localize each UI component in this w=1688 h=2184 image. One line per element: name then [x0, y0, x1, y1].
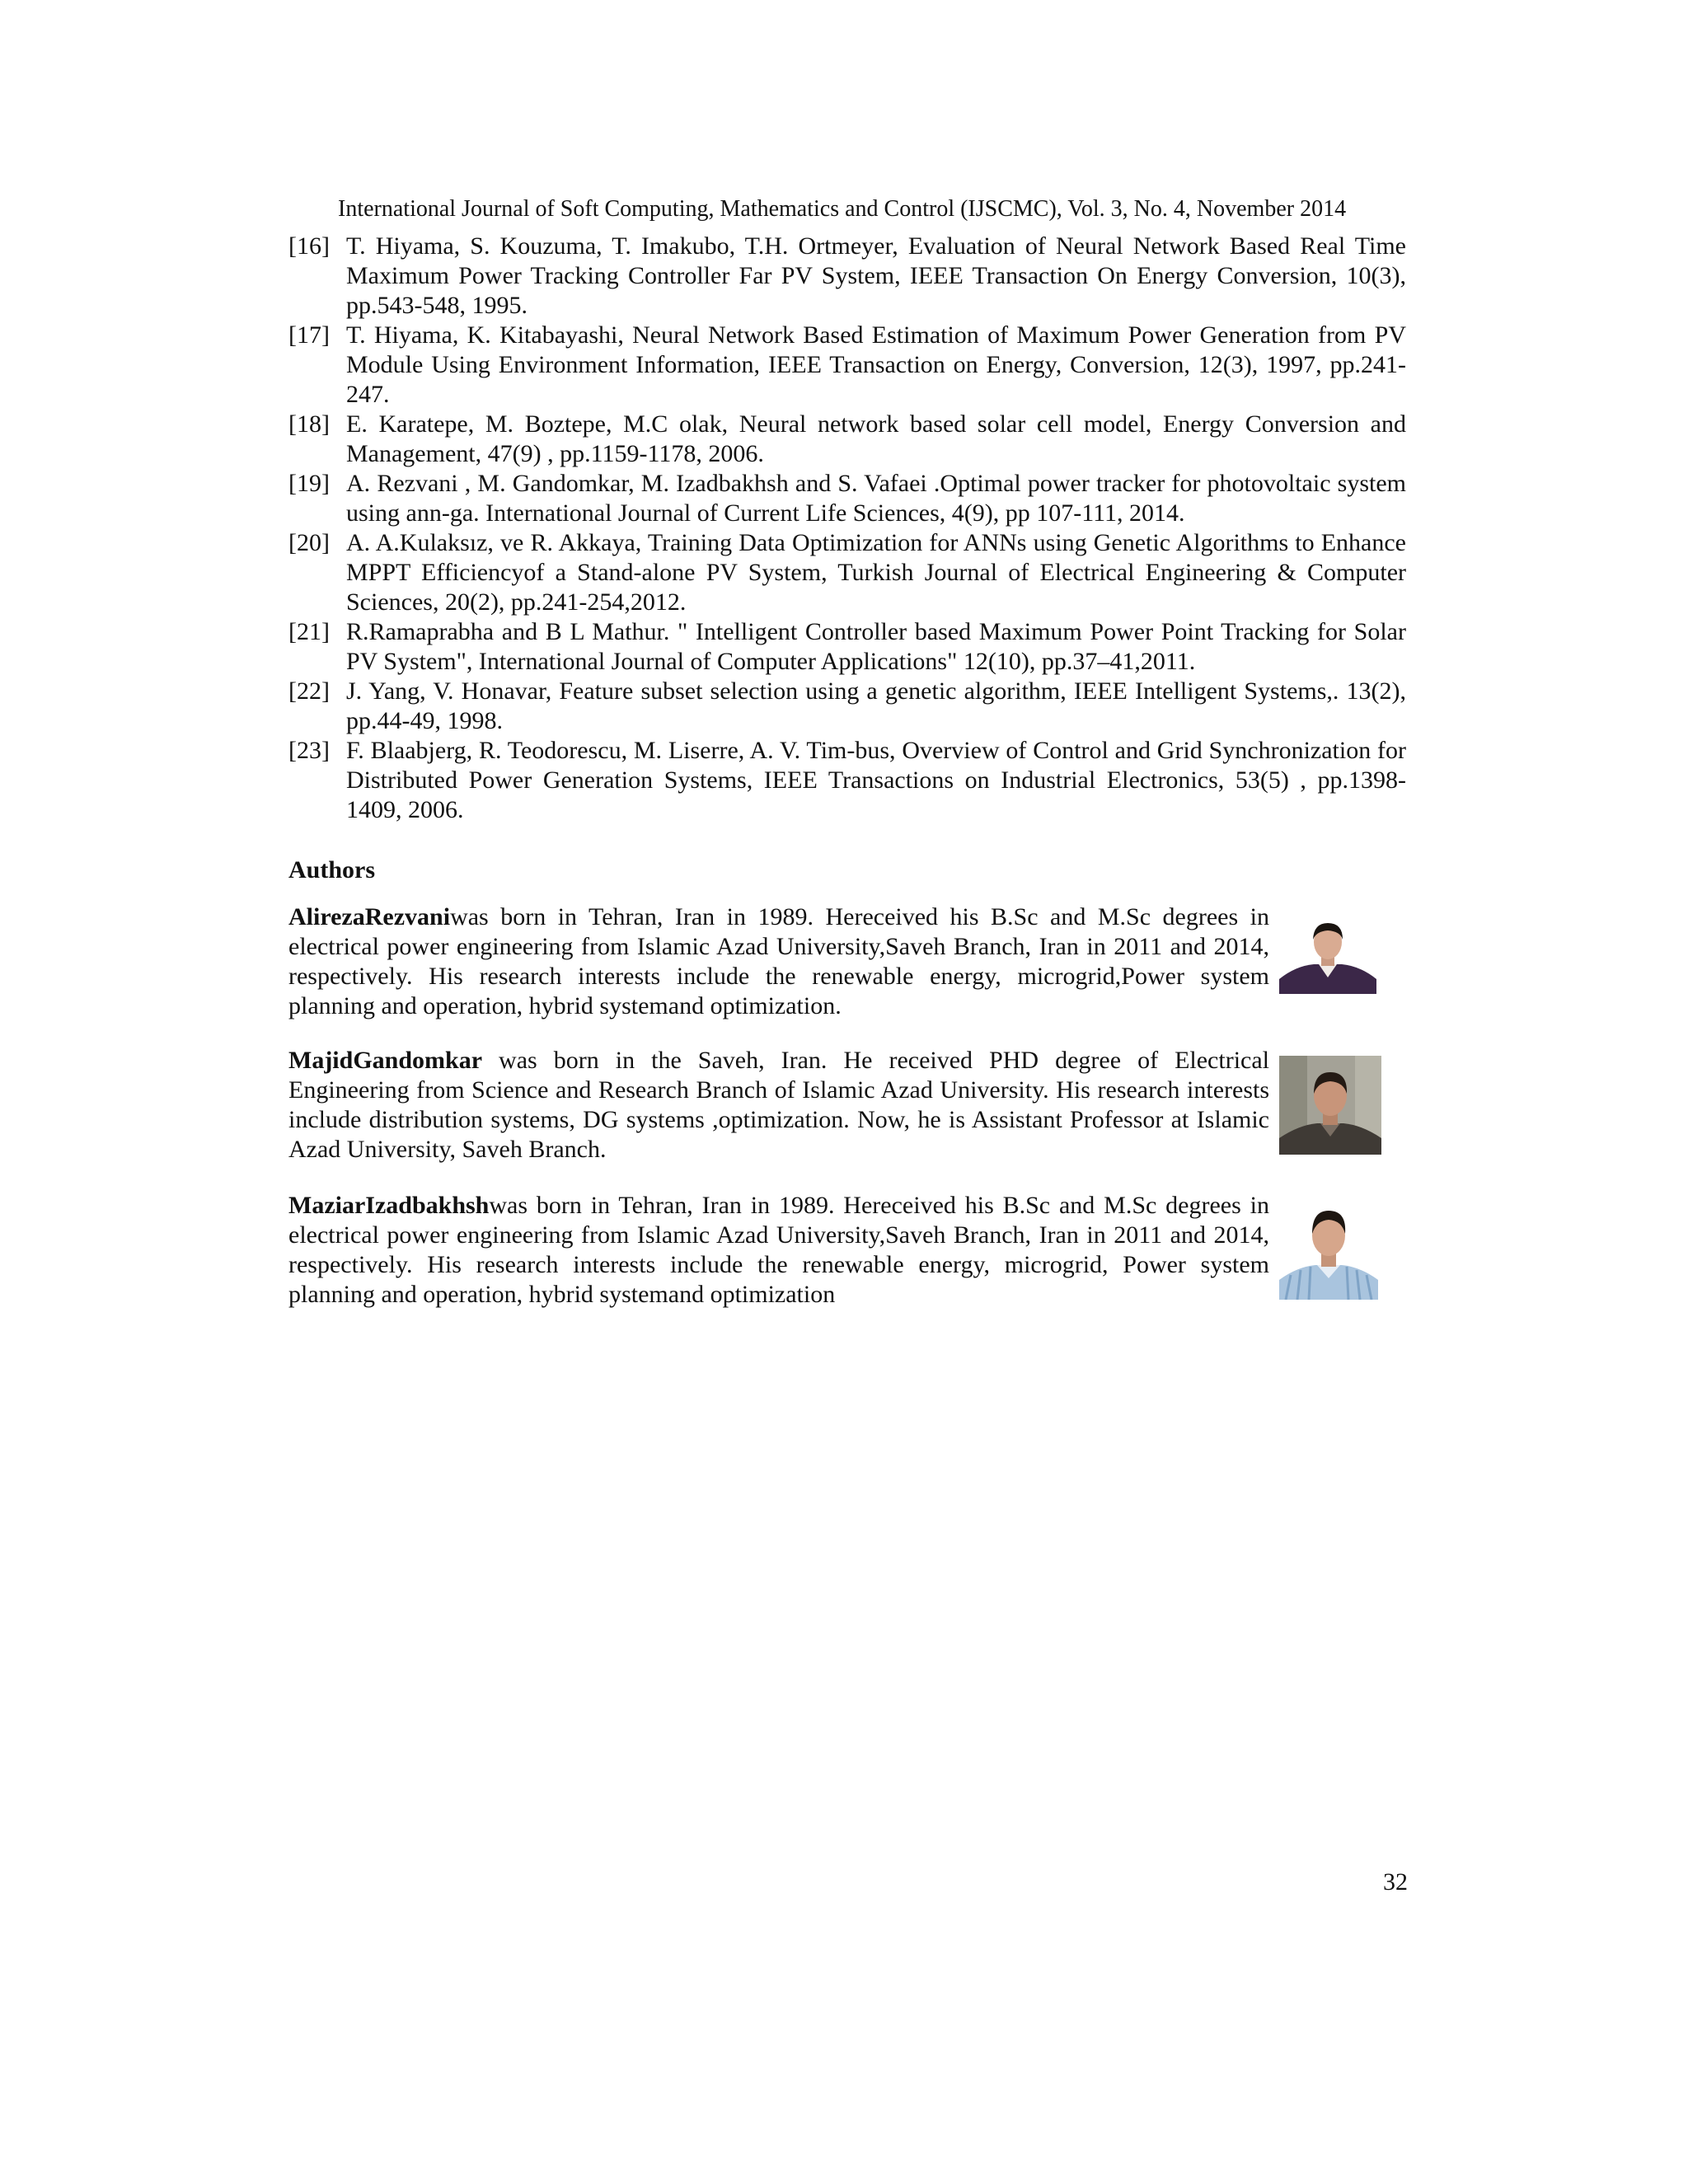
- author-bio: [288, 1191, 1269, 1310]
- reference-16: [288, 232, 1406, 321]
- reference-text: T. Hiyama, K. Kitabayashi, Neural Network Based Estimation of Maximum Power Generation from PV Module Using Environment Information, IEEE Transaction on Energy, Conversion, 12(3), 1997, pp.241-247.: [346, 321, 1406, 408]
- reference-23: [288, 736, 1406, 825]
- reference-number: [21]: [288, 618, 330, 645]
- author-block-rezvani: [288, 902, 1406, 1021]
- reference-19: [288, 469, 1406, 528]
- reference-text: A. A.Kulaksız, ve R. Akkaya, Training Data Optimization for ANNs using Genetic Algorithms to Enhance MPPT Efficiencyof a Stand-alone PV System, Turkish Journal of Electrical Engineering & Computer Sciences, 20(2), pp.241-254,2012.: [346, 529, 1406, 616]
- page-number: 32: [1383, 1868, 1408, 1896]
- author-name: MaziarIzadbakhsh: [288, 1192, 490, 1219]
- reference-text: T. Hiyama, S. Kouzuma, T. Imakubo, T.H. Ortmeyer, Evaluation of Neural Network Based Real Time Maximum Power Tracking Controller Far PV System, IEEE Transaction On Energy Conversion, 10(3), pp.543-548, 1995.: [346, 232, 1406, 319]
- author-bio-text: was born in Tehran, Iran in 1989. Hereceived his B.Sc and M.Sc degrees in electrical power engineering from Islamic Azad University,Saveh Branch, Iran in 2011 and 2014, respectively. His research interests include the renewable energy, microgrid,Power system planning and operation, hybrid systemand optimization.: [288, 903, 1269, 1019]
- author-bio-text: was born in the Saveh, Iran. He received PHD degree of Electrical Engineering from Science and Research Branch of Islamic Azad University. His research interests include distribution systems, DG systems ,optimization. Now, he is Assistant Professor at Islamic Azad University, Saveh Branch.: [288, 1047, 1269, 1163]
- author-bio: [288, 1046, 1269, 1165]
- reference-21: [288, 617, 1406, 677]
- author-photo-rezvani: [1279, 915, 1376, 994]
- author-photo-izadbakhsh: [1279, 1199, 1378, 1300]
- reference-17: [288, 321, 1406, 410]
- author-block-izadbakhsh: [288, 1191, 1406, 1310]
- reference-list: [288, 232, 1406, 825]
- reference-text: E. Karatepe, M. Boztepe, M.C olak, Neural network based solar cell model, Energy Conversion and Management, 47(9) , pp.1159-1178, 2006.: [346, 410, 1406, 467]
- journal-header: International Journal of Soft Computing, Mathematics and Control (IJSCMC), Vol. 3, No. 4, November 2014: [338, 196, 1347, 222]
- reference-number: [19]: [288, 470, 330, 497]
- reference-number: [22]: [288, 677, 330, 705]
- author-bio-text: was born in Tehran, Iran in 1989. Hereceived his B.Sc and M.Sc degrees in electrical power engineering from Islamic Azad University,Saveh Branch, Iran in 2011 and 2014, respectively. His research interests include the renewable energy, microgrid, Power system planning and operation, hybrid systemand optimization: [288, 1192, 1269, 1308]
- reference-18: [288, 410, 1406, 469]
- reference-number: [18]: [288, 410, 330, 438]
- author-bio: [288, 902, 1269, 1021]
- reference-number: [17]: [288, 321, 330, 349]
- reference-number: [20]: [288, 529, 330, 556]
- reference-text: J. Yang, V. Honavar, Feature subset selection using a genetic algorithm, IEEE Intelligent Systems,. 13(2), pp.44-49, 1998.: [346, 677, 1406, 734]
- author-block-gandomkar: [288, 1046, 1406, 1165]
- reference-text: R.Ramaprabha and B L Mathur. " Intelligent Controller based Maximum Power Point Tracking for Solar PV System", International Journal of Computer Applications" 12(10), pp.37–41,2011.: [346, 618, 1406, 675]
- author-photo-gandomkar: [1279, 1056, 1381, 1155]
- author-name: MajidGandomkar: [288, 1047, 483, 1074]
- reference-20: [288, 528, 1406, 617]
- authors-heading: Authors: [288, 856, 376, 883]
- author-name: AlirezaRezvani: [288, 903, 451, 930]
- reference-text: A. Rezvani , M. Gandomkar, M. Izadbakhsh and S. Vafaei .Optimal power tracker for photovoltaic system using ann-ga. International Journal of Current Life Sciences, 4(9), pp 107-111, 2014.: [346, 470, 1406, 527]
- reference-number: [23]: [288, 737, 330, 764]
- reference-22: [288, 677, 1406, 736]
- reference-number: [16]: [288, 232, 330, 260]
- reference-text: F. Blaabjerg, R. Teodorescu, M. Liserre, A. V. Tim-bus, Overview of Control and Grid Synchronization for Distributed Power Generation Systems, IEEE Transactions on Industrial Electronics, 53(5) , pp.1398-1409, 2006.: [346, 737, 1406, 823]
